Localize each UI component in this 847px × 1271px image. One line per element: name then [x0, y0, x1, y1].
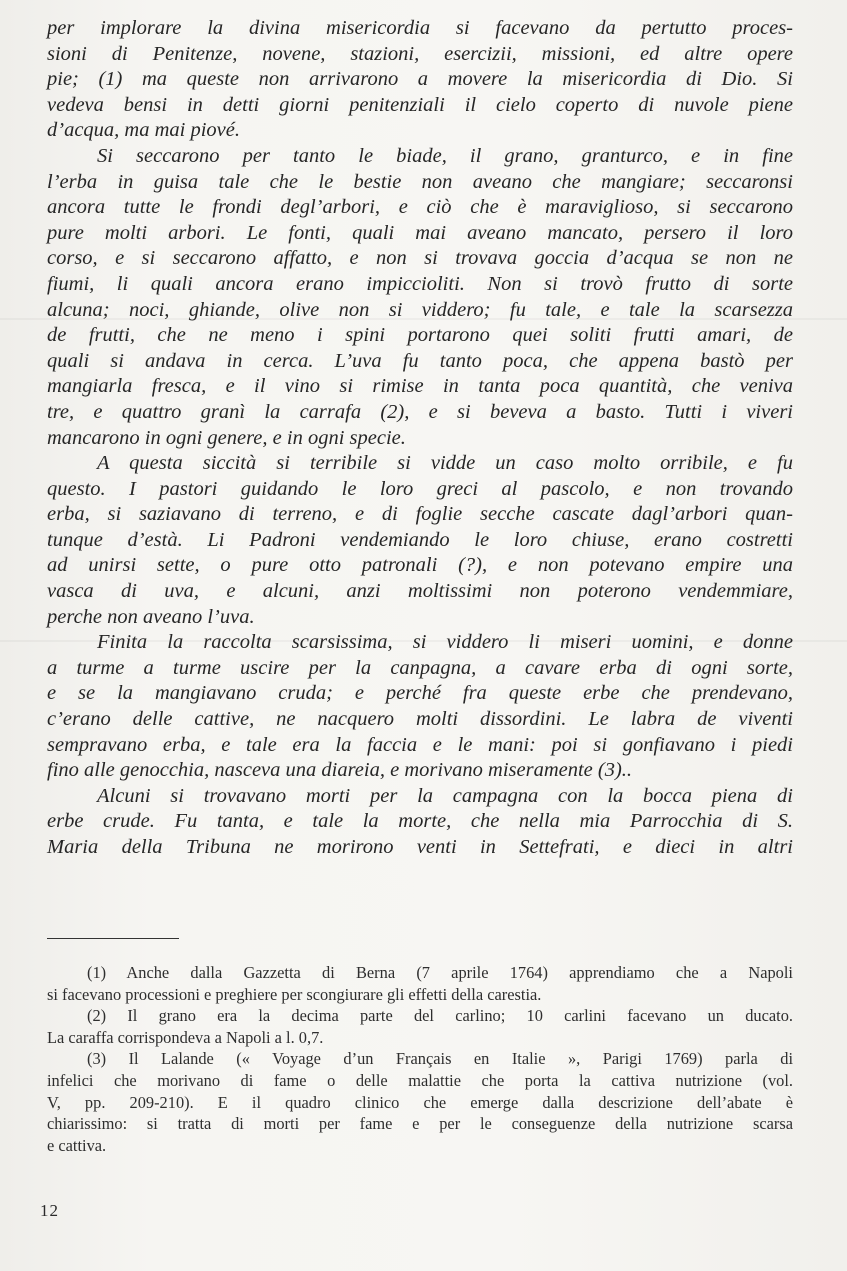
text-line: per implorare la divina misericordia si facevano da pertutto proces- — [47, 17, 793, 39]
footnote-line: si facevano processioni e preghiere per scongiurare gli effetti della carestia. — [47, 984, 542, 1004]
text-line: sioni di Penitenze, novene, stazioni, esercizii, missioni, ed altre opere — [47, 42, 793, 65]
text-line: questo. I pastori guidando le loro greci al pascolo, e non trovando — [47, 477, 793, 500]
text-line: tre, e quattro granì la carrafa (2), e si beveva a basto. Tutti i viveri — [47, 400, 793, 423]
text-line: mancarono in ogni genere, e in ogni specie. — [47, 426, 406, 449]
text-line: vasca di uva, e alcuni, anzi moltissimi non poterono vendemmiare, — [47, 580, 793, 603]
text-line: Finita la raccolta scarsissima, si viddero li miseri uomini, e donne — [97, 631, 793, 654]
footnote-separator — [47, 938, 179, 939]
text-line: ad unirsi sette, o pure otto patronali (?), e non potevano empire una — [47, 554, 793, 577]
text-line: mangiarla fresca, e il vino si rimise in tanta poca quantità, che veniva — [47, 375, 793, 398]
text-line: fino alle genocchia, nasceva una diareia, e morivano miseramente (3).. — [47, 759, 633, 782]
footnote-line: La caraffa corrispondeva a Napoli a l. 0,7. — [47, 1027, 324, 1047]
footnote-line: chiarissimo: si tratta di morti per fame e per le conseguenze della nutrizione scarsa — [47, 1114, 793, 1134]
text-line: tunque d’està. Li Padroni vendemiando le loro chiuse, erano costretti — [47, 528, 793, 551]
text-line: erba, si saziavano di terreno, e di foglie secche cascate dagl’arbori quan- — [47, 503, 793, 526]
footnote-line: V, pp. 209-210). E il quadro clinico che emerge dalla descrizione dell’abate è — [47, 1092, 793, 1112]
text-line: e se la mangiavano cruda; e perché fra queste erbe che prendevano, — [47, 682, 793, 705]
footnote-line: infelici che morivano di fame o delle malattie che porta la cattiva nutrizione (vol. — [47, 1070, 793, 1090]
footnote-line: (2) Il grano era la decima parte del carlino; 10 carlini facevano un ducato. — [87, 1006, 793, 1026]
text-line: Maria della Tribuna ne morirono venti in Settefrati, e dieci in altri — [47, 836, 793, 858]
text-line: erbe crude. Fu tanta, e tale la morte, che nella mia Parrocchia di S. — [47, 810, 793, 833]
text-line: ancora tutte le frondi degl’arbori, e ciò che è maraviglioso, si seccarono — [47, 196, 793, 219]
text-line: quali si andava in cerca. L’uva fu tanto poca, che appena bastò per — [47, 349, 793, 372]
text-line: c’erano delle cattive, ne nacquero molti dissordini. Le labra de viventi — [47, 708, 793, 731]
footnotes — [47, 962, 793, 1156]
text-line: A questa siccità si terribile si vidde un caso molto orribile, e fu — [97, 452, 793, 475]
text-line: Alcuni si trovavano morti per la campagna con la bocca piena di — [97, 784, 793, 807]
text-line: perche non aveano l’uva. — [47, 605, 255, 628]
text-line: a turme a turme uscire per la canpagna, a cavare erba di ogni sorte, — [47, 656, 793, 679]
text-line: alcuna; noci, ghiande, olive non si viddero; fu tale, e tale la scarsezza — [47, 298, 793, 321]
text-line: fiumi, li quali ancora erano impiccioliti. Non si trovò frutto di sorte — [47, 272, 793, 295]
text-line: d’acqua, ma mai piové. — [47, 119, 240, 142]
text-line: vedeva bensi in detti giorni penitenziali il cielo coperto di nuvole piene — [47, 93, 793, 116]
text-line: pie; (1) ma queste non arrivarono a movere la misericordia di Dio. Si — [47, 68, 793, 91]
text-line: corso, e si seccarono affatto, e non si trovava goccia d’acqua se non ne — [47, 247, 793, 270]
footnote-line: e cattiva. — [47, 1135, 107, 1155]
footnote-line: (3) Il Lalande (« Voyage d’un Français en Italie », Parigi 1769) parla di — [87, 1049, 793, 1069]
main-text — [47, 16, 793, 861]
text-line: de frutti, che ne meno i spini portarono quei soliti frutti amari, de — [47, 324, 793, 347]
page-number: 12 — [40, 1201, 59, 1220]
text-line: l’erba in guisa tale che le bestie non aveano che mangiare; seccaronsi — [47, 170, 793, 193]
text-line: Si seccarono per tanto le biade, il grano, granturco, e in fine — [97, 144, 793, 167]
footnote-line: (1) Anche dalla Gazzetta di Berna (7 aprile 1764) apprendiamo che a Napoli — [87, 963, 793, 982]
text-line: sempravano erba, e tale era la faccia e le mani: poi si gonfiavano i piedi — [47, 733, 793, 756]
text-line: pure molti arbori. Le fonti, quali mai aveano mancato, persero il loro — [47, 221, 793, 244]
